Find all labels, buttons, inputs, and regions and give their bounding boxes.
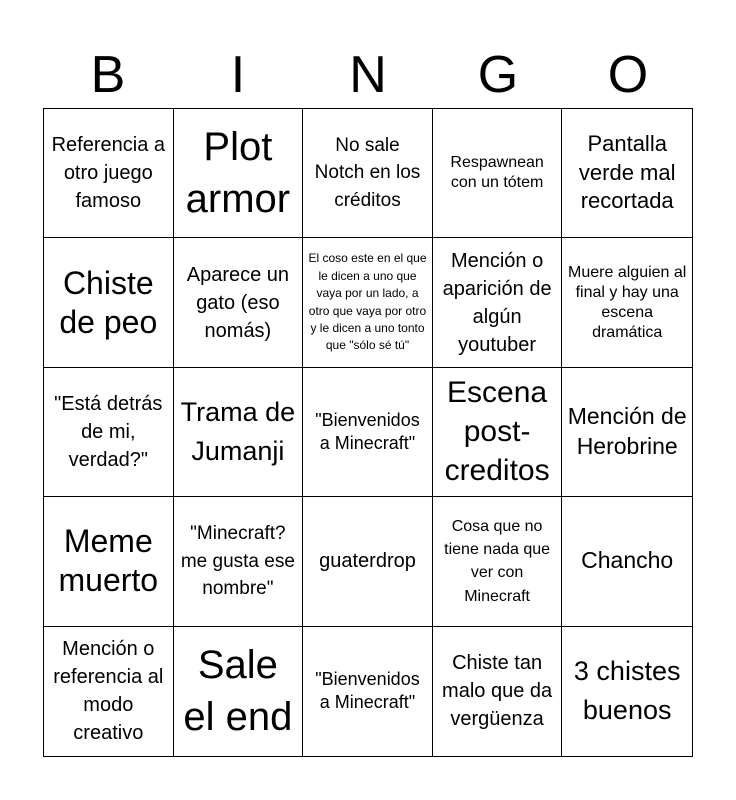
bingo-cell-text: "Minecraft? me gusta ese nombre" [180,523,295,600]
bingo-cell-r3-c1[interactable] [44,368,174,497]
bingo-cell-text: Plot armor [185,125,291,222]
bingo-cell-text: Mención de Herobrine [567,403,687,459]
bingo-cell-r4-c1[interactable] [44,497,174,626]
header-letter-i: I [230,46,246,104]
bingo-cell-r3-c4[interactable] [433,368,563,497]
bingo-cell-text: Chiste de peo [59,264,158,340]
bingo-cell-text: "Bienvenidos a Minecraft" [315,409,420,453]
header-letter-b: B [90,46,126,104]
bingo-cell-text: Escena post-creditos [444,376,550,488]
bingo-cell-r4-c2[interactable] [174,497,304,626]
bingo-cell-text: Cosa que no tiene nada que ver con Minecraft [444,518,551,605]
bingo-cell-text: Mención o aparición de algún youtuber [442,249,552,356]
bingo-cell-text: Muere alguien al final y hay una escena dramática [568,263,687,341]
bingo-cell-text: El coso este en el que le dicen a uno que vaya por un lado, a otro que vaya por otro y le dicen a uno tonto que "sólo sé tú" [308,251,427,353]
bingo-cell-text: Respawnean con un tótem [450,154,544,192]
bingo-cell-text: Sale el end [183,643,293,740]
bingo-cell-r4-c5[interactable] [562,497,692,626]
bingo-cell-text: "Está detrás de mi, verdad?" [54,392,163,471]
bingo-cell-r2-c4[interactable] [433,238,563,367]
bingo-cell-r2-c3[interactable] [303,238,433,367]
header-letter-g: G [477,46,519,104]
bingo-header [43,44,693,106]
bingo-cell-r1-c5[interactable] [562,109,692,238]
bingo-cell-text: Meme muerto [58,523,159,599]
bingo-cell-r2-c2[interactable] [174,238,304,367]
bingo-cell-text: Trama de Jumanji [180,396,296,466]
bingo-cell-r4-c3[interactable] [303,497,433,626]
bingo-cell-r1-c1[interactable] [44,109,174,238]
bingo-cell-text: Chiste tan malo que da vergüenza [442,652,553,731]
bingo-cell-text: "Bienvenidos a Minecraft" [315,668,420,713]
bingo-cell-r5-c1[interactable] [44,627,174,756]
bingo-cell-r2-c1[interactable] [44,238,174,367]
bingo-cell-r3-c2[interactable] [174,368,304,497]
bingo-cell-text: Aparece un gato (eso nomás) [186,263,290,342]
bingo-cell-r1-c3[interactable] [303,109,433,238]
bingo-cell-r3-c5[interactable] [562,368,692,497]
bingo-cell-r1-c2[interactable] [174,109,304,238]
bingo-cell-r5-c2[interactable] [174,627,304,756]
bingo-cell-text: guaterdrop [319,550,416,573]
bingo-card-grid [43,108,693,757]
header-letter-o: O [607,46,649,104]
bingo-cell-text: Chancho [581,547,674,574]
bingo-cell-r3-c3[interactable] [303,368,433,497]
header-letter-n: N [349,46,387,104]
bingo-cell-r2-c5[interactable] [562,238,692,367]
bingo-cell-text: Mención o referencia al modo creativo [53,638,164,745]
bingo-cell-text: Pantalla verde mal recortada [578,131,676,214]
bingo-cell-r5-c4[interactable] [433,627,563,756]
bingo-cell-text: No sale Notch en los créditos [314,134,421,211]
bingo-cell-r5-c3[interactable] [303,627,433,756]
bingo-cell-r4-c4[interactable] [433,497,563,626]
bingo-cell-text: 3 chistes buenos [573,656,681,726]
bingo-cell-r5-c5[interactable] [562,627,692,756]
bingo-cell-r1-c4[interactable] [433,109,563,238]
bingo-cell-text: Referencia a otro juego famoso [51,134,165,213]
